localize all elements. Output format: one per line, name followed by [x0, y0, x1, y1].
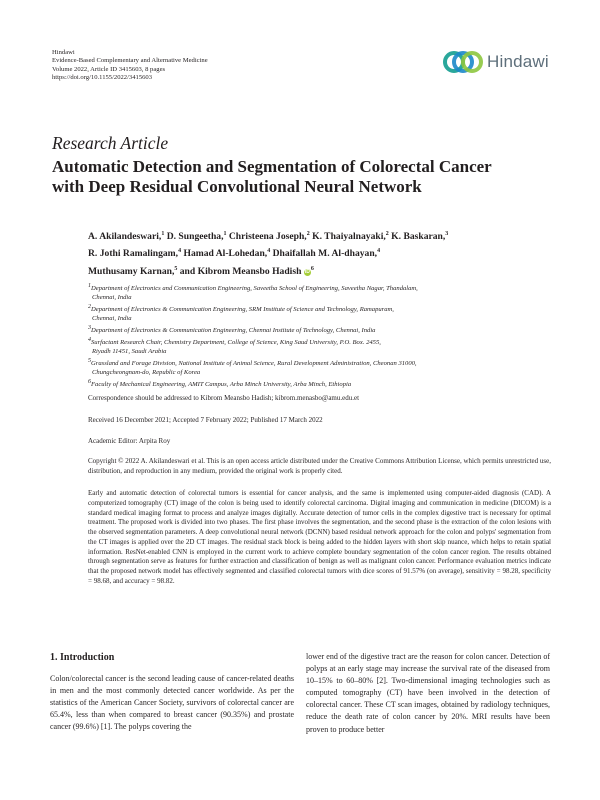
copyright-notice: Copyright © 2022 A. Akilandeswari et al. This is an open access article distributed under the Creative Commons Attribution License, which permits unrestricted use, distribution, and reproduction in any medium, provided the original work is properly cited.: [88, 457, 551, 475]
orcid-icon[interactable]: iD: [304, 268, 310, 275]
article-dates: Received 16 December 2021; Accepted 7 February 2022; Published 17 March 2022: [88, 416, 323, 424]
journal-name: Evidence-Based Complementary and Alternative Medicine: [52, 57, 208, 65]
article-title: [52, 157, 552, 197]
author: Muthusamy Karnan,$^5$: [88, 265, 178, 277]
correspondence: Correspondence should be addressed to Kibrom Meansbo Hadish; kibrom.menasbo@amu.edu.et: [88, 394, 360, 402]
author-list: [88, 227, 548, 279]
affiliation: $^1$Department of Electronics and Communication Engineering, Saveetha School of Engineering, Saveetha Nagar, Thandalam, Chennai, India: [88, 283, 418, 302]
author: Dhaifallah M. Al-dhayan,$^4$: [270, 248, 381, 260]
hindawi-logo-icon: [443, 49, 483, 75]
affiliation: $^3$Department of Electronics & Communication Engineering, Chennai Institute of Technology, Chennai, India: [88, 325, 376, 335]
logo-wordmark: Hindawi: [487, 52, 549, 71]
doi-link[interactable]: https://doi.org/10.1155/2022/3415603: [52, 73, 153, 81]
affiliations: [88, 282, 558, 390]
affiliation: $^5$Grassland and Forage Division, National Institute of Animal Science, Rural Development Administration, Cheonan 31000, Chungcheongnam-do, Republic of Korea: [88, 358, 417, 377]
hindawi-logo: [443, 44, 555, 80]
body-column-left: Colon/colorectal cancer is the second leading cause of cancer-related deaths in men and the most commonly detected cancer worldwide. As per the statistics of the American Cancer Society, survivors of colorectal cancer are 65.4%, less than when compared to breast cancer (90.35%) and prostate cancer (99.6%) [1]. The polyps covering the: [50, 674, 294, 732]
section-heading-introduction: 1. Introduction: [50, 652, 115, 663]
author: A. Akilandeswari,$^1$: [88, 231, 165, 243]
journal-metadata: [52, 49, 208, 82]
publisher-name: Hindawi: [52, 49, 75, 56]
author: K. Thaiyalnayaki,$^2$: [309, 231, 389, 243]
academic-editor: Academic Editor: Arpita Roy: [88, 437, 171, 445]
affiliation: $^2$Department of Electronics & Communication Engineering, SRM Institute of Science and Technology, Ramapuram, Chennai, India: [88, 304, 394, 323]
body-column-right: lower end of the digestive tract are the reason for colon cancer. Detection of polyps at an early stage may increase the survival rate of the diseased from 10–15% to 60–80% [2]. Two-dimensional imaging technologies such as computed tomography (CT) have been involved in the detection of colorectal cancer. These CT scan images, obtained by radiology techniques, reduce the death rate of colon cancer by 20%. MRI results have been proven to produce better: [306, 652, 550, 734]
title-line-1: Automatic Detection and Segmentation of Colorectal Cancer: [52, 157, 492, 176]
author: Hamad Al-Lohedan,$^4$: [181, 248, 271, 260]
affiliation: $^4$Surfactant Research Chair, Chemistry Department, College of Science, King Saud University, P.O. Box. 2455, Riyadh 11451, Saudi Arabia: [88, 337, 381, 356]
abstract: Early and automatic detection of colorectal tumors is essential for cancer analysis, and the same is implemented using computer-aided diagnosis (CAD). A computerized tomography (CT) image of the colon is being used to identify colorectal carcinoma. Digital imaging and communication in medicine (DICOM) is a standard medical imaging format to process and analyze images digitally. Accurate detection of tumor cells in the complex digestive tract is necessary for optimal treatment. The proposed work is divided into two phases. The first phase involves the segmentation, and the second phase is the extraction of the colon lesions with the observed segmentation parameters. A deep convolutional neural network (DCNN) based residual network approach for the colon and polyps' segmentation from the CT images is applied over the 2D CT images. The residual stack block is being added to the hidden layers with short skip nuance, which helps to retain spatial information. ResNet-enabled CNN is employed in the current work to achieve complete boundary segmentation of the colon cancer region. The results obtained through segmentation serve as features for further extraction and classification of benign as well as malignant colon cancer. Performance evaluation metrics indicate that the proposed network model has effectively segmented and classified colorectal tumors with dice scores of 91.57% (on average), sensitivity = 98.28, specificity = 98.68, and accuracy = 98.82.: [88, 489, 551, 585]
article-type: Research Article: [52, 133, 169, 153]
author: R. Jothi Ramalingam,$^4$: [88, 248, 182, 260]
author: D. Sungeetha,$^1$: [164, 231, 227, 243]
title-line-2: with Deep Residual Convolutional Neural Network: [52, 177, 422, 196]
author: and Kibrom Meansbo Hadish $iD^6$: [177, 265, 314, 277]
affiliation: $^6$Faculty of Mechanical Engineering, AMIT Campus, Arba Minch University, Arba Minch, Ethiopia: [88, 379, 352, 389]
author: Christeena Joseph,$^2$: [226, 231, 310, 243]
author: K. Baskaran,$^3$: [388, 231, 449, 243]
volume-info: Volume 2022, Article ID 3415603, 8 pages: [52, 65, 166, 73]
